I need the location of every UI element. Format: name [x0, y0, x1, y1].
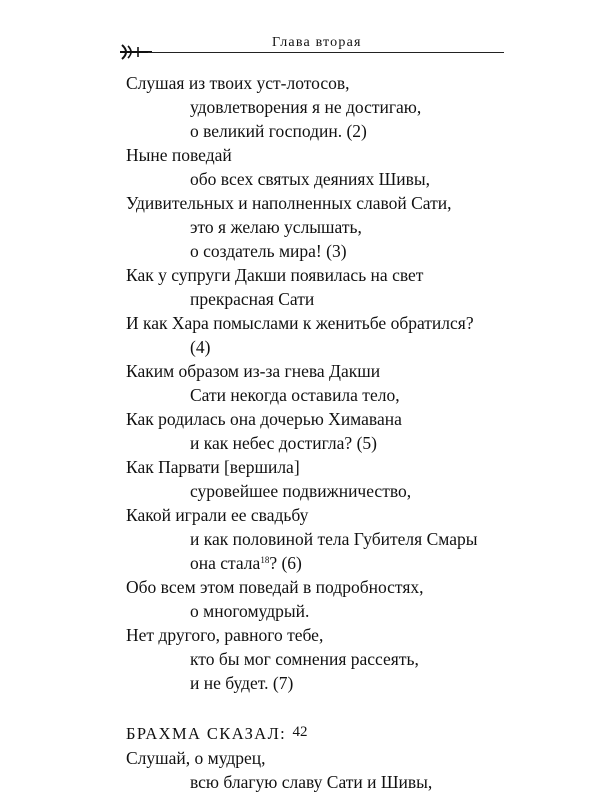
verse-line: суровейшее подвижничество,	[190, 481, 412, 501]
verse-line: удовлетворения я не достигаю,	[190, 97, 422, 117]
page-number: 42	[292, 724, 308, 740]
verse-line: обо всех святых деяниях Шивы,	[190, 169, 431, 189]
verse-line: Слушай, о мудрец,	[126, 748, 266, 768]
verse-line: (4)	[190, 337, 211, 357]
verse-line: Ныне поведай	[126, 145, 232, 165]
verse-line: о многомудрый.	[190, 601, 310, 621]
verse-line: прекрасная Сати	[190, 289, 315, 309]
verse-line: и не будет. (7)	[190, 673, 294, 693]
verse-line: Сати некогда оставила тело,	[190, 385, 400, 405]
header-rule	[148, 52, 504, 53]
footnote-ref[interactable]: 18	[260, 555, 270, 565]
verse-line: Удивительных и наполненных славой Сати,	[126, 193, 452, 213]
running-header	[118, 30, 504, 60]
verse-line: о великий господин. (2)	[190, 121, 367, 141]
verse-line: Каким образом из-за гнева Дакши	[126, 361, 381, 381]
verse-line: всю благую славу Сати и Шивы,	[190, 772, 433, 792]
verse-line: Как Парвати [вершила]	[126, 457, 300, 477]
verse-line: Слушая из твоих уст-лотосов,	[126, 73, 350, 93]
verse-line: кто бы мог сомнения рассеять,	[190, 649, 419, 669]
verse-line-text: она стала	[190, 553, 261, 573]
verse-line: и как половиной тела Губителя Смары	[190, 529, 478, 549]
verse-line: это я желаю услышать,	[190, 217, 362, 237]
verse-text	[126, 71, 546, 794]
verse-line: и как небес достигла? (5)	[190, 433, 377, 453]
verse-line: Нет другого, равного тебе,	[126, 625, 324, 645]
speaker-heading: БРАХМА СКАЗАЛ:	[126, 724, 287, 743]
verse-number: ? (6)	[269, 553, 302, 573]
verse-line: Обо всем этом поведай в подробностях,	[126, 577, 424, 597]
verse-line: Какой играли ее свадьбу	[126, 505, 309, 525]
verse-line: Как родилась она дочерью Химавана	[126, 409, 402, 429]
chapter-title: Глава вторая	[272, 35, 362, 50]
verse-line: Как у супруги Дакши появилась на свет	[126, 265, 424, 285]
verse-line: о создатель мира! (3)	[190, 241, 347, 261]
verse-line: И как Хара помыслами к женитьбе обратился?	[126, 313, 474, 333]
verse-line	[126, 551, 546, 575]
